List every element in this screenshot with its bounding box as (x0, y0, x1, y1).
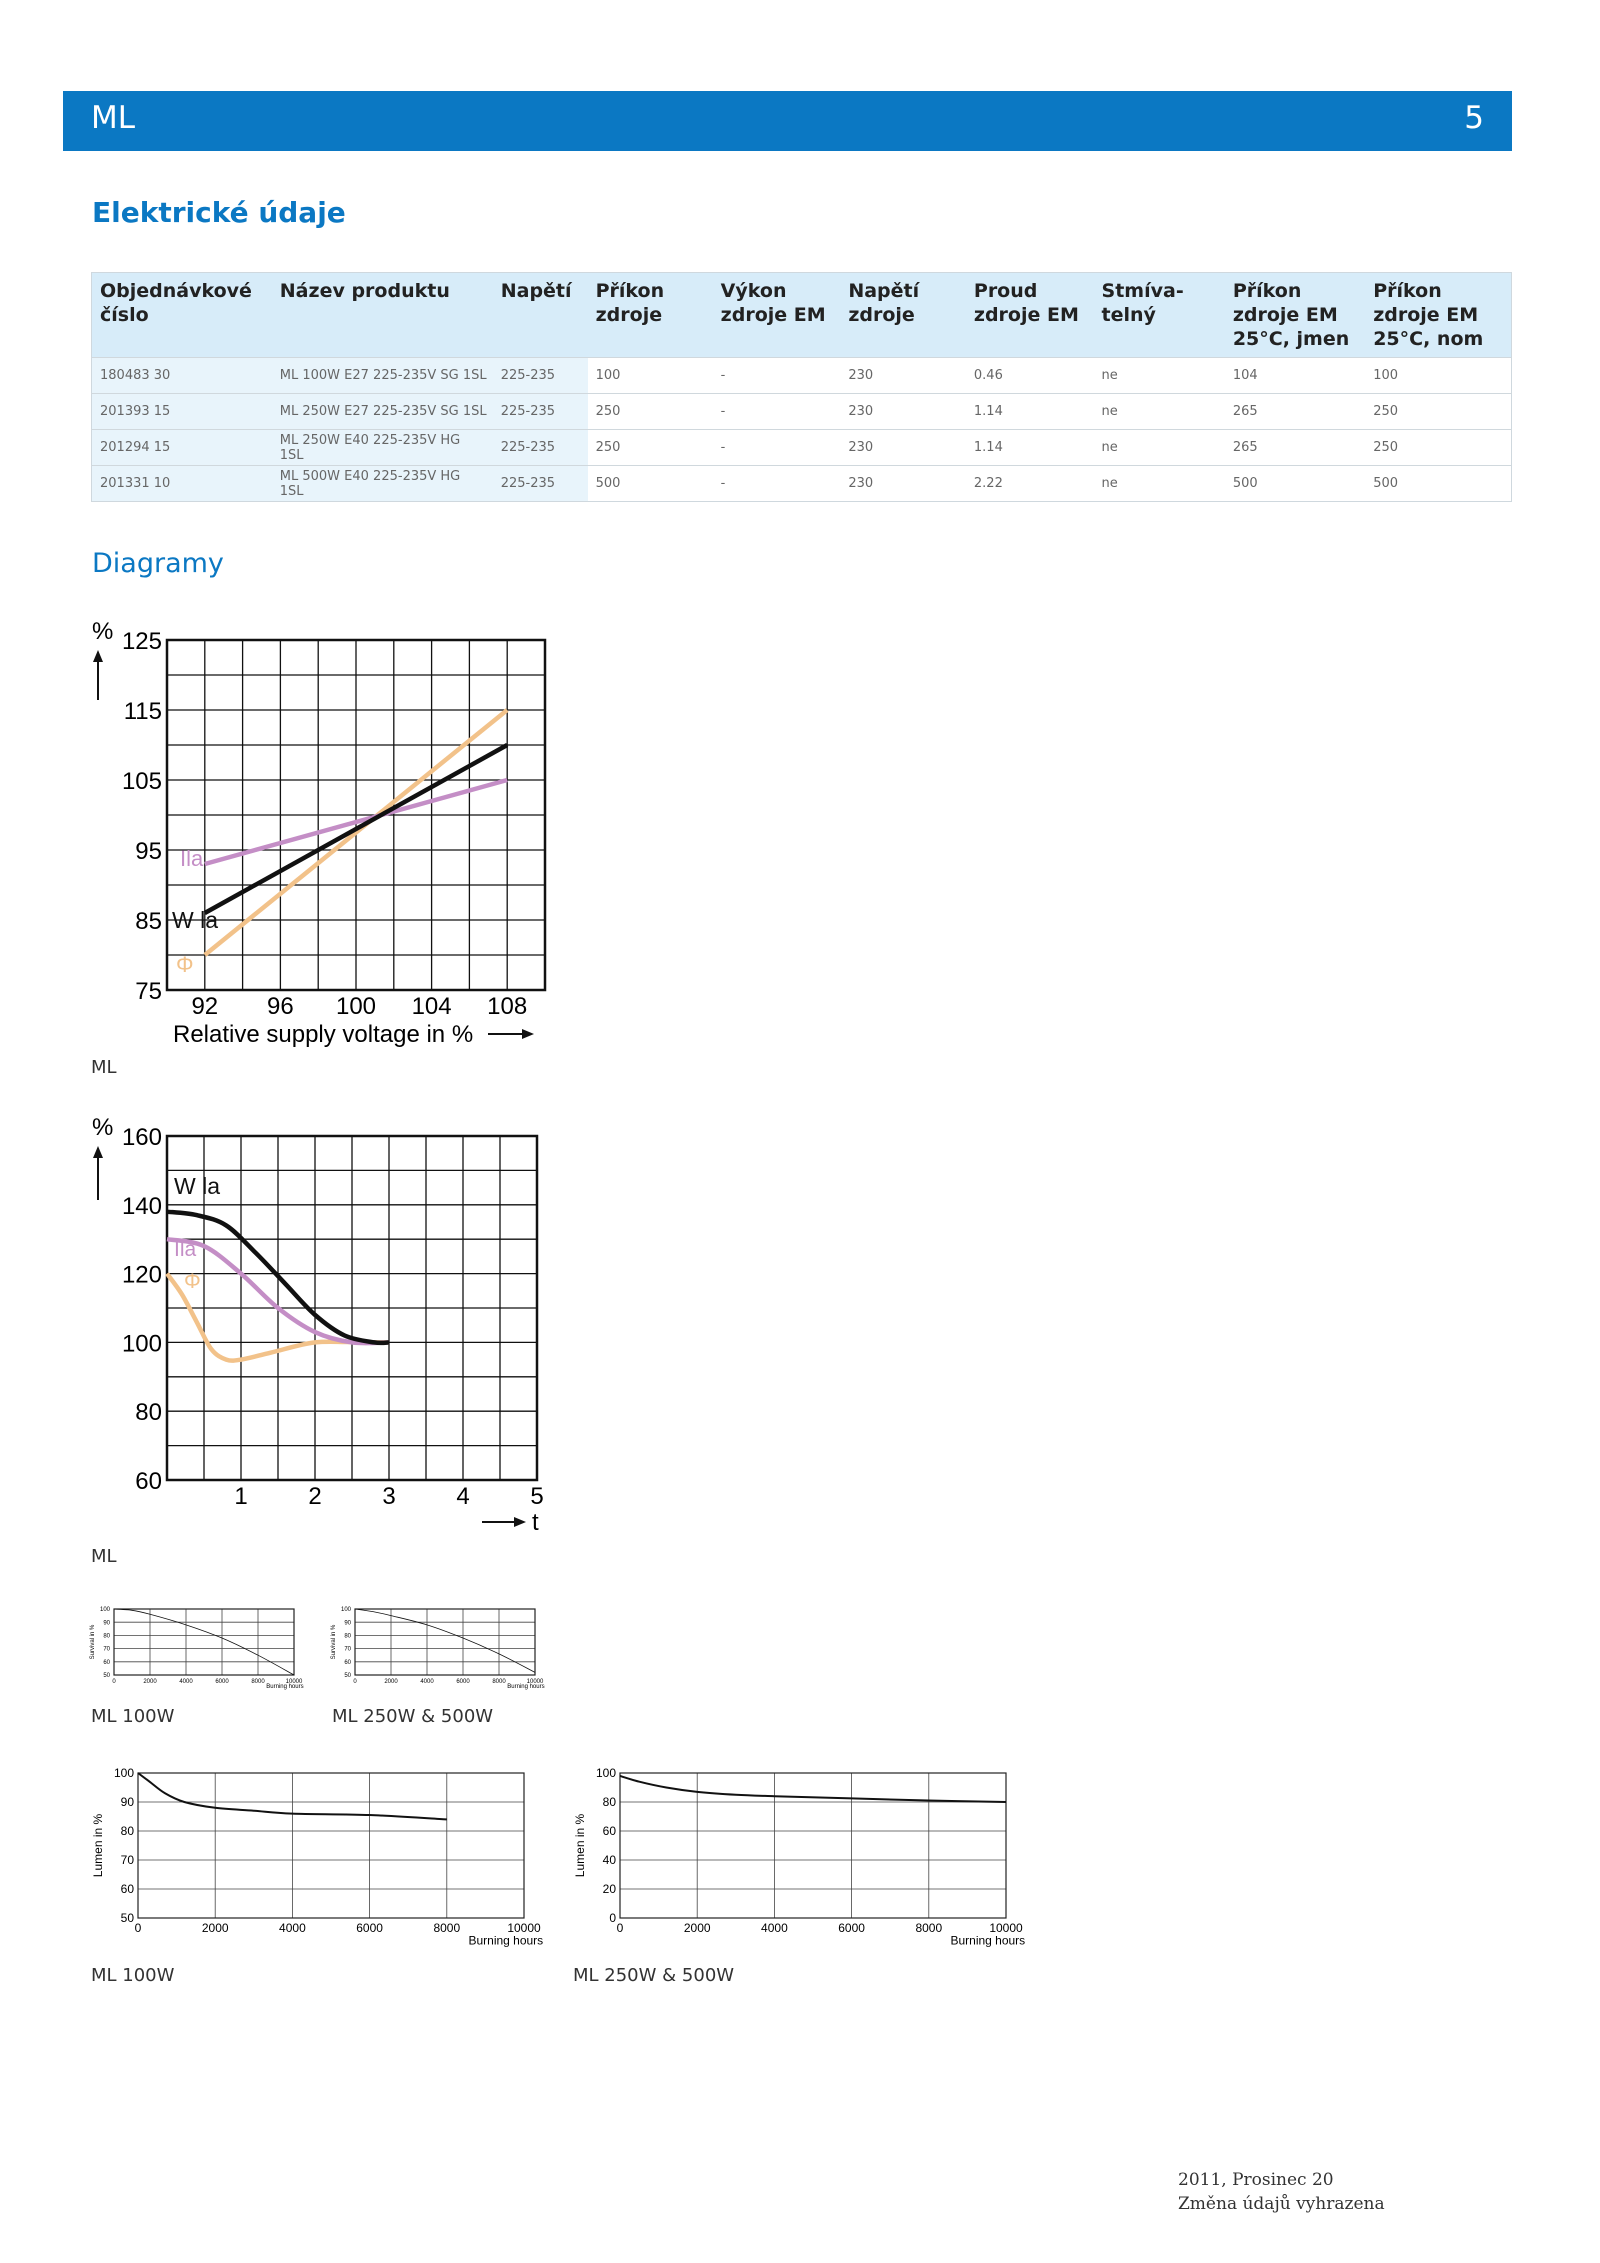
x-tick-label: 2000 (384, 1679, 398, 1685)
table-cell: 500 (1365, 466, 1511, 502)
table-cell: 100 (1365, 358, 1511, 394)
table-cell: ne (1094, 466, 1225, 502)
x-tick-label: 0 (134, 1921, 142, 1935)
y-tick-label: 50 (120, 1911, 134, 1926)
plot-frame (138, 1773, 524, 1918)
table-header-row (92, 273, 1512, 358)
series-label-Phi: Φ (176, 952, 194, 977)
x-tick-label: 10000 (989, 1921, 1023, 1935)
table-cell: - (713, 466, 841, 502)
y-tick-label: 85 (135, 908, 162, 935)
table-cell: 0.46 (966, 358, 1094, 394)
table-cell: ML 100W E27 225-235V SG 1SL (272, 358, 493, 394)
column-header-line: 25°C, jmen (1232, 328, 1350, 350)
y-tick-label: 60 (135, 1468, 162, 1495)
table-cell: 250 (1365, 394, 1511, 430)
y-tick-label: 50 (103, 1673, 110, 1680)
column-header-line: Příkon (1373, 280, 1442, 302)
table-cell: 250 (588, 430, 713, 466)
y-tick-label: 70 (120, 1853, 134, 1868)
column-header-line: zdroje (595, 304, 663, 326)
table-cell: 500 (1225, 466, 1365, 502)
x-tick-label: 3 (382, 1483, 396, 1510)
column-header (713, 273, 841, 358)
column-header (588, 273, 713, 358)
x-axis-arrow-head (514, 1517, 526, 1527)
x-tick-label: 10000 (507, 1921, 541, 1935)
x-tick-label: 92 (191, 993, 219, 1020)
section-title-diagrams: Diagramy (92, 548, 224, 579)
table-cell: 201393 15 (92, 394, 272, 430)
x-tick-label: 4000 (179, 1679, 193, 1685)
plot-frame (114, 1609, 294, 1675)
chart-voltage-dependence (80, 610, 580, 1050)
column-header (493, 273, 588, 358)
series-line-survival (114, 1609, 294, 1675)
table-row (92, 430, 1512, 466)
series-line-survival (355, 1609, 535, 1672)
table-cell: 104 (1225, 358, 1365, 394)
table-cell: ML 250W E27 225-235V SG 1SL (272, 394, 493, 430)
series-label-Wla: W la (174, 1173, 220, 1199)
column-header-line: 25°C, nom (1373, 328, 1484, 350)
table-cell: 201294 15 (92, 430, 272, 466)
page-number: 5 (1464, 100, 1484, 136)
series-label-Ila: Ila (180, 846, 204, 871)
x-tick-label: 6000 (838, 1921, 865, 1935)
y-tick-label: 70 (344, 1646, 351, 1653)
y-tick-label: 100 (99, 1607, 110, 1614)
table-cell: 225-235 (493, 358, 588, 394)
table-cell: 230 (840, 466, 966, 502)
table-cell: 250 (1365, 430, 1511, 466)
table-cell: ML 250W E40 225-235V HG 1SL (272, 430, 493, 466)
table-cell: 500 (588, 466, 713, 502)
y-tick-label: 100 (113, 1766, 134, 1781)
plot-frame (620, 1773, 1006, 1918)
section-title-electrical: Elektrické údaje (92, 196, 346, 229)
column-header-line: telný (1101, 304, 1156, 326)
y-tick-label: 95 (135, 838, 162, 865)
column-header (1225, 273, 1365, 358)
table-cell: 225-235 (493, 394, 588, 430)
x-axis-label: Burning hours (266, 1684, 304, 1691)
x-tick-label: 0 (616, 1921, 624, 1935)
x-tick-label: 6000 (215, 1679, 229, 1685)
table-body (92, 358, 1512, 502)
x-tick-label: 108 (487, 993, 528, 1020)
x-tick-label: 4000 (420, 1679, 434, 1685)
chart-lumen-100w (88, 1765, 568, 1965)
x-tick-label: 0 (112, 1679, 116, 1685)
column-header (966, 273, 1094, 358)
caption-chart-5: ML 100W (91, 1965, 175, 1986)
table-cell: ne (1094, 358, 1225, 394)
y-tick-label: 80 (602, 1795, 616, 1810)
x-tick-label: 100 (335, 993, 377, 1020)
column-header-line: Napětí (848, 280, 920, 302)
caption-chart-6: ML 250W & 500W (573, 1965, 735, 1986)
column-header-line: číslo (100, 304, 149, 326)
footer-date: 2011, Prosinec 20 (1178, 2170, 1334, 2190)
y-axis-label: Survival in % (90, 1624, 96, 1660)
column-header-line: Příkon (1232, 280, 1302, 302)
y-tick-label: 40 (602, 1853, 616, 1868)
y-tick-label: 60 (602, 1824, 616, 1839)
table-cell: 230 (840, 430, 966, 466)
table-row (92, 394, 1512, 430)
x-tick-label: 6000 (356, 1921, 383, 1935)
x-axis-arrow-head (522, 1029, 534, 1039)
column-header-line: Příkon (595, 280, 665, 302)
y-tick-label: 125 (121, 628, 162, 655)
y-tick-label: 90 (103, 1620, 110, 1627)
series-line-lumen (620, 1776, 1006, 1802)
table-cell: ML 500W E40 225-235V HG 1SL (272, 466, 493, 502)
y-tick-label: 60 (344, 1659, 351, 1666)
table-cell: 225-235 (493, 430, 588, 466)
table-cell: 2.22 (966, 466, 1094, 502)
column-header (92, 273, 272, 358)
x-tick-label: 2000 (683, 1921, 711, 1935)
column-header-line: zdroje EM (973, 304, 1079, 326)
column-header (1365, 273, 1511, 358)
y-tick-label: 0 (609, 1911, 616, 1926)
y-tick-label: 75 (135, 978, 162, 1005)
x-tick-label: 8000 (251, 1679, 265, 1685)
y-tick-label: 50 (344, 1673, 351, 1680)
y-tick-label: 90 (120, 1795, 134, 1810)
column-header-line: Výkon (720, 280, 787, 302)
table-cell: - (713, 358, 841, 394)
series-label-Wla: W la (172, 907, 218, 933)
page-header (63, 91, 1512, 151)
footer-note: Změna údajů vyhrazena (1178, 2194, 1385, 2214)
y-tick-label: 115 (123, 698, 162, 725)
y-tick-label: 60 (120, 1882, 134, 1897)
table-cell: ne (1094, 394, 1225, 430)
x-tick-label: 4 (456, 1483, 470, 1510)
column-header-line: Název produktu (279, 280, 450, 302)
x-tick-label: 8000 (915, 1921, 943, 1935)
chart-survival-250w-500w (327, 1605, 557, 1700)
x-axis-label: Burning hours (950, 1933, 1026, 1948)
y-axis-label: Survival in % (331, 1624, 337, 1660)
x-tick-label: 10000 (526, 1679, 544, 1685)
y-axis-label: Lumen in % (573, 1813, 587, 1878)
y-tick-label: 100 (340, 1607, 351, 1614)
x-tick-label: 8000 (492, 1679, 506, 1685)
caption-chart-3: ML 100W (91, 1706, 175, 1727)
x-axis-label: Relative supply voltage in % (173, 1021, 474, 1048)
chart-survival-100w (86, 1605, 316, 1700)
table-cell: 265 (1225, 430, 1365, 466)
y-tick-label: 20 (602, 1882, 616, 1897)
column-header-line: Napětí (500, 280, 572, 302)
x-tick-label: 8000 (433, 1921, 461, 1935)
table-cell: 1.14 (966, 394, 1094, 430)
x-tick-label: 2000 (201, 1921, 229, 1935)
table-cell: 225-235 (493, 466, 588, 502)
table-cell: 230 (840, 394, 966, 430)
table-cell: 265 (1225, 394, 1365, 430)
x-tick-label: 2 (308, 1483, 322, 1510)
y-tick-label: 80 (120, 1824, 134, 1839)
y-tick-label: 70 (103, 1646, 110, 1653)
column-header-line: zdroje (848, 304, 915, 326)
x-tick-label: 0 (353, 1679, 357, 1685)
table-row (92, 358, 1512, 394)
y-tick-label: 60 (103, 1659, 110, 1666)
table-row (92, 466, 1512, 502)
table-cell: - (713, 430, 841, 466)
y-tick-label: 160 (121, 1124, 162, 1151)
x-tick-label: 104 (411, 993, 452, 1020)
table-cell: - (713, 394, 841, 430)
column-header-line: Objednávkové (100, 280, 252, 302)
table-cell: 230 (840, 358, 966, 394)
y-tick-label: 80 (135, 1399, 162, 1427)
y-axis-arrow-head (93, 1146, 103, 1158)
column-header-line: Stmíva- (1101, 280, 1184, 302)
table-cell: 201331 10 (92, 466, 272, 502)
table-cell: ne (1094, 430, 1225, 466)
column-header (1094, 273, 1225, 358)
electrical-data-table (91, 272, 1512, 502)
column-header (840, 273, 966, 358)
x-tick-label: 5 (530, 1483, 544, 1510)
x-axis-label: Burning hours (468, 1933, 544, 1948)
x-tick-label: 6000 (456, 1679, 470, 1685)
x-tick-label: 4000 (279, 1921, 306, 1935)
header-title: ML (91, 100, 136, 136)
column-header-line: zdroje EM (1232, 304, 1338, 326)
y-tick-label: 100 (595, 1766, 616, 1781)
x-tick-label: 2000 (143, 1679, 157, 1685)
caption-chart-2: ML (91, 1546, 117, 1567)
y-tick-label: 80 (344, 1633, 351, 1640)
y-axis-arrow-head (93, 650, 103, 662)
caption-chart-4: ML 250W & 500W (332, 1706, 494, 1727)
series-label-Phi: Φ (184, 1270, 201, 1293)
x-tick-label: 1 (234, 1483, 248, 1510)
column-header-line: zdroje EM (720, 304, 826, 326)
column-header (272, 273, 493, 358)
y-axis-label: % (92, 618, 114, 645)
column-header-line: Proud (973, 280, 1038, 302)
column-header-line: zdroje EM (1373, 304, 1479, 326)
x-tick-label: 96 (267, 993, 294, 1020)
table-cell: 100 (588, 358, 713, 394)
y-tick-label: 120 (121, 1261, 162, 1289)
y-tick-label: 80 (103, 1633, 110, 1640)
table-cell: 1.14 (966, 430, 1094, 466)
table-cell: 180483 30 (92, 358, 272, 394)
y-axis-label: Lumen in % (91, 1813, 105, 1878)
chart-lumen-250w-500w (570, 1765, 1050, 1965)
series-label-Ila: Ila (174, 1238, 197, 1261)
chart-run-up (80, 1110, 580, 1550)
x-axis-label: t (532, 1509, 539, 1536)
caption-chart-1: ML (91, 1057, 117, 1078)
y-axis-label: % (92, 1114, 114, 1141)
x-tick-label: 10000 (285, 1679, 303, 1685)
x-axis-label: Burning hours (507, 1684, 545, 1691)
y-tick-label: 140 (121, 1192, 162, 1220)
y-tick-label: 105 (121, 768, 162, 795)
plot-frame (355, 1609, 535, 1675)
y-tick-label: 90 (344, 1620, 351, 1627)
x-tick-label: 4000 (761, 1921, 788, 1935)
table-cell: 250 (588, 394, 713, 430)
y-tick-label: 100 (121, 1330, 162, 1358)
